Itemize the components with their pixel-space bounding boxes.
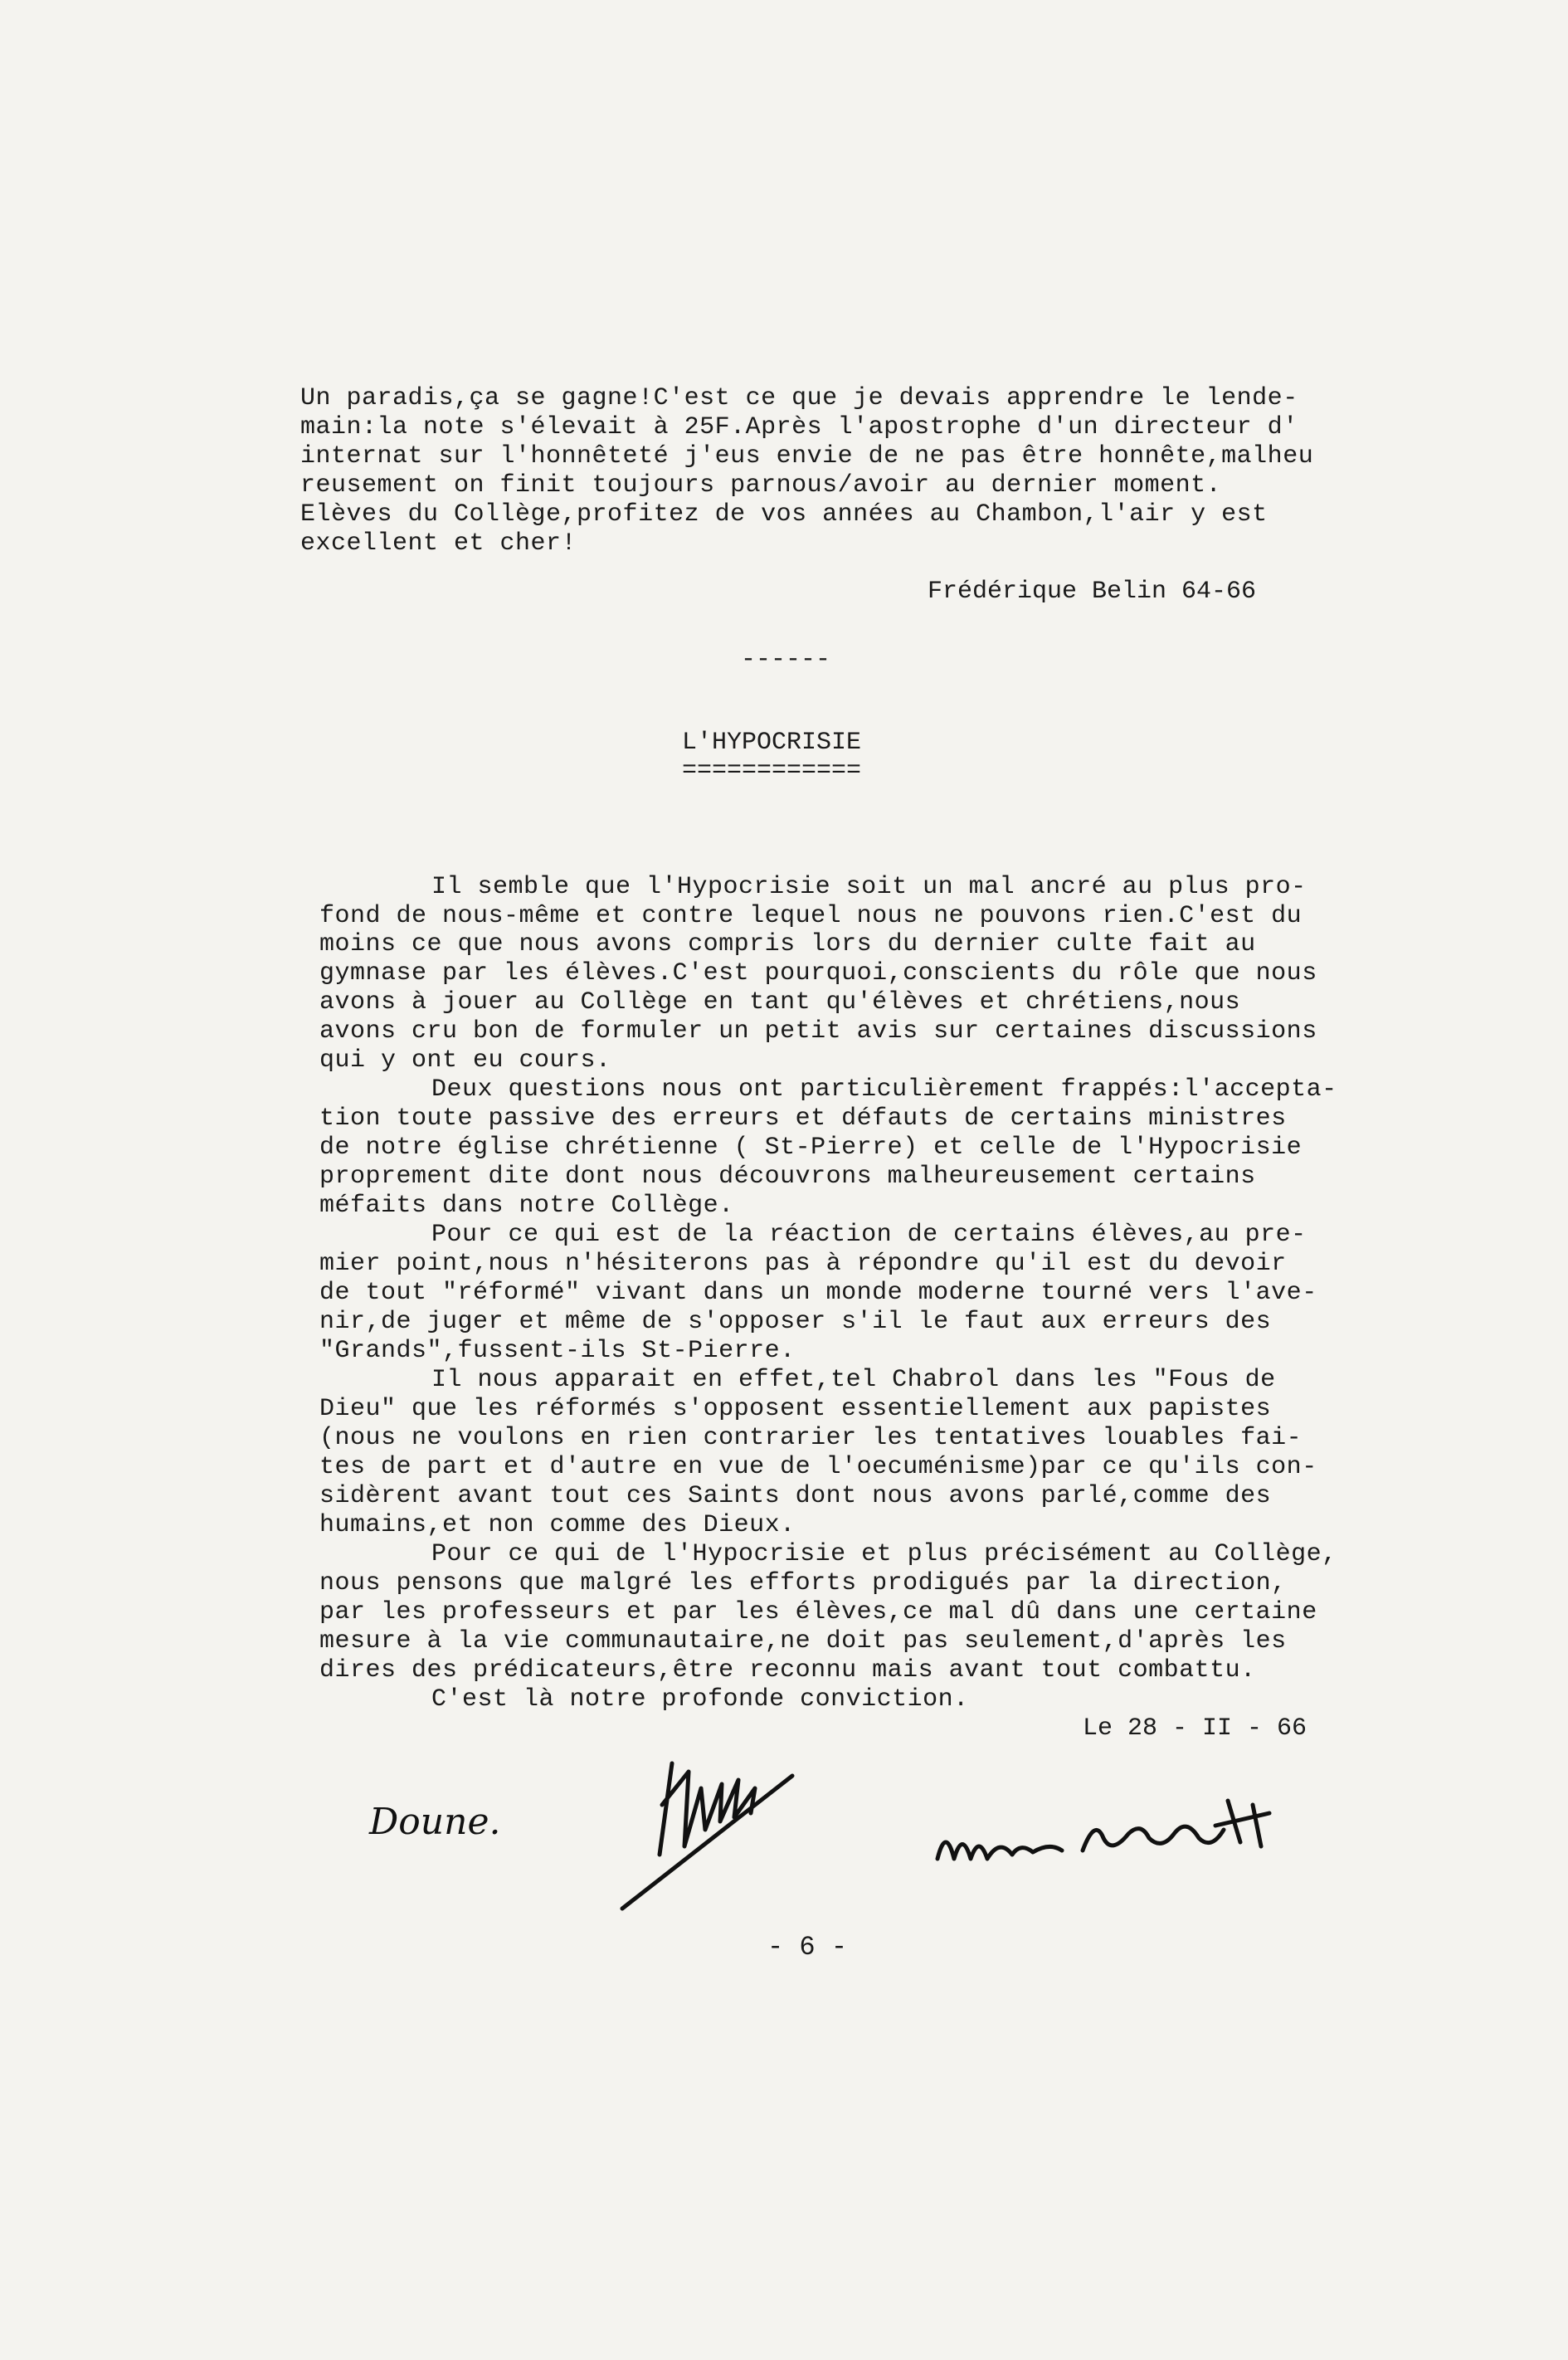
signature-doune [365, 1792, 523, 1850]
intro-line: reusement on finit toujours parnous/avoir au dernier moment. [300, 471, 1222, 500]
body-line: moins ce que nous avons compris lors du dernier culte fait au [319, 930, 1256, 958]
body-line: qui y ont eu cours. [319, 1046, 611, 1075]
body-line: tes de part et d'autre en vue de l'oecuménisme)par ce qu'ils con- [319, 1453, 1317, 1481]
body-line: de notre église chrétienne ( St-Pierre) et celle de l'Hypocrisie [319, 1134, 1303, 1162]
body-line: dires des prédicateurs,être reconnu mais avant tout combattu. [319, 1656, 1256, 1685]
body-line: proprement dite dont nous découvrons malheureusement certains [319, 1163, 1256, 1191]
intro-line: excellent et cher! [300, 529, 577, 558]
body-line: mesure à la vie communautaire,ne doit pas seulement,d'après les [319, 1627, 1287, 1655]
body-line: de tout "réformé" vivant dans un monde moderne tourné vers l'ave- [319, 1279, 1317, 1307]
body-line: fond de nous-même et contre lequel nous ne pouvons rien.C'est du [319, 902, 1303, 930]
body-line: avons à jouer au Collège en tant qu'élèves et chrétiens,nous [319, 988, 1241, 1017]
body-line: humains,et non comme des Dieux. [319, 1511, 796, 1539]
body-line: par les professeurs et par les élèves,ce mal dû dans une certaine [319, 1598, 1317, 1626]
body-line: C'est là notre profonde conviction. [431, 1685, 969, 1714]
body-line: "Grands",fussent-ils St-Pierre. [319, 1337, 796, 1365]
intro-line: Un paradis,ça se gagne!C'est ce que je devais apprendre le lende- [300, 384, 1298, 412]
body-line: nir,de juger et même de s'opposer s'il le faut aux erreurs des [319, 1308, 1272, 1336]
body-line: Deux questions nous ont particulièrement frappés:l'accepta- [431, 1075, 1337, 1104]
body-line: Dieu" que les réformés s'opposent essentiellement aux papistes [319, 1395, 1272, 1423]
body-line: Il semble que l'Hypocrisie soit un mal ancré au plus pro- [431, 873, 1307, 901]
signature-icon [614, 1755, 821, 1921]
article-title-underline: ============ [682, 757, 862, 785]
separator: ------ [741, 646, 831, 674]
body-line: sidèrent avant tout ces Saints dont nous avons parlé,comme des [319, 1482, 1272, 1510]
body-line: gymnase par les élèves.C'est pourquoi,conscients du rôle que nous [319, 959, 1317, 987]
body-line: Il nous apparait en effet,tel Chabrol dans les "Fous de [431, 1366, 1276, 1394]
article-date: Le 28 - II - 66 [1083, 1714, 1307, 1743]
body-line: nous pensons que malgré les efforts prodigués par la direction, [319, 1569, 1287, 1597]
body-line: mier point,nous n'hésiterons pas à répondre qu'il est du devoir [319, 1250, 1287, 1278]
page-number: - 6 - [767, 1932, 848, 1963]
signature-icon [929, 1792, 1311, 1884]
body-line: avons cru bon de formuler un petit avis sur certaines discussions [319, 1017, 1317, 1046]
intro-line: Elèves du Collège,profitez de vos années au Chambon,l'air y est [300, 500, 1268, 529]
article-title: L'HYPOCRISIE [682, 729, 862, 757]
body-line: méfaits dans notre Collège. [319, 1192, 734, 1220]
intro-line: main:la note s'élevait à 25F.Après l'apostrophe d'un directeur d' [300, 413, 1298, 441]
body-line: tion toute passive des erreurs et défauts de certains ministres [319, 1104, 1287, 1133]
intro-author: Frédérique Belin 64-66 [928, 578, 1257, 606]
body-line: Pour ce qui de l'Hypocrisie et plus précisément au Collège, [431, 1540, 1337, 1568]
intro-line: internat sur l'honnêteté j'eus envie de ne pas être honnête,malheu [300, 442, 1314, 471]
body-line: Pour ce qui est de la réaction de certains élèves,au pre- [431, 1221, 1307, 1249]
signature-doune-text: Doune. [369, 1801, 501, 1843]
body-line: (nous ne voulons en rien contrarier les tentatives louables fai- [319, 1424, 1303, 1452]
